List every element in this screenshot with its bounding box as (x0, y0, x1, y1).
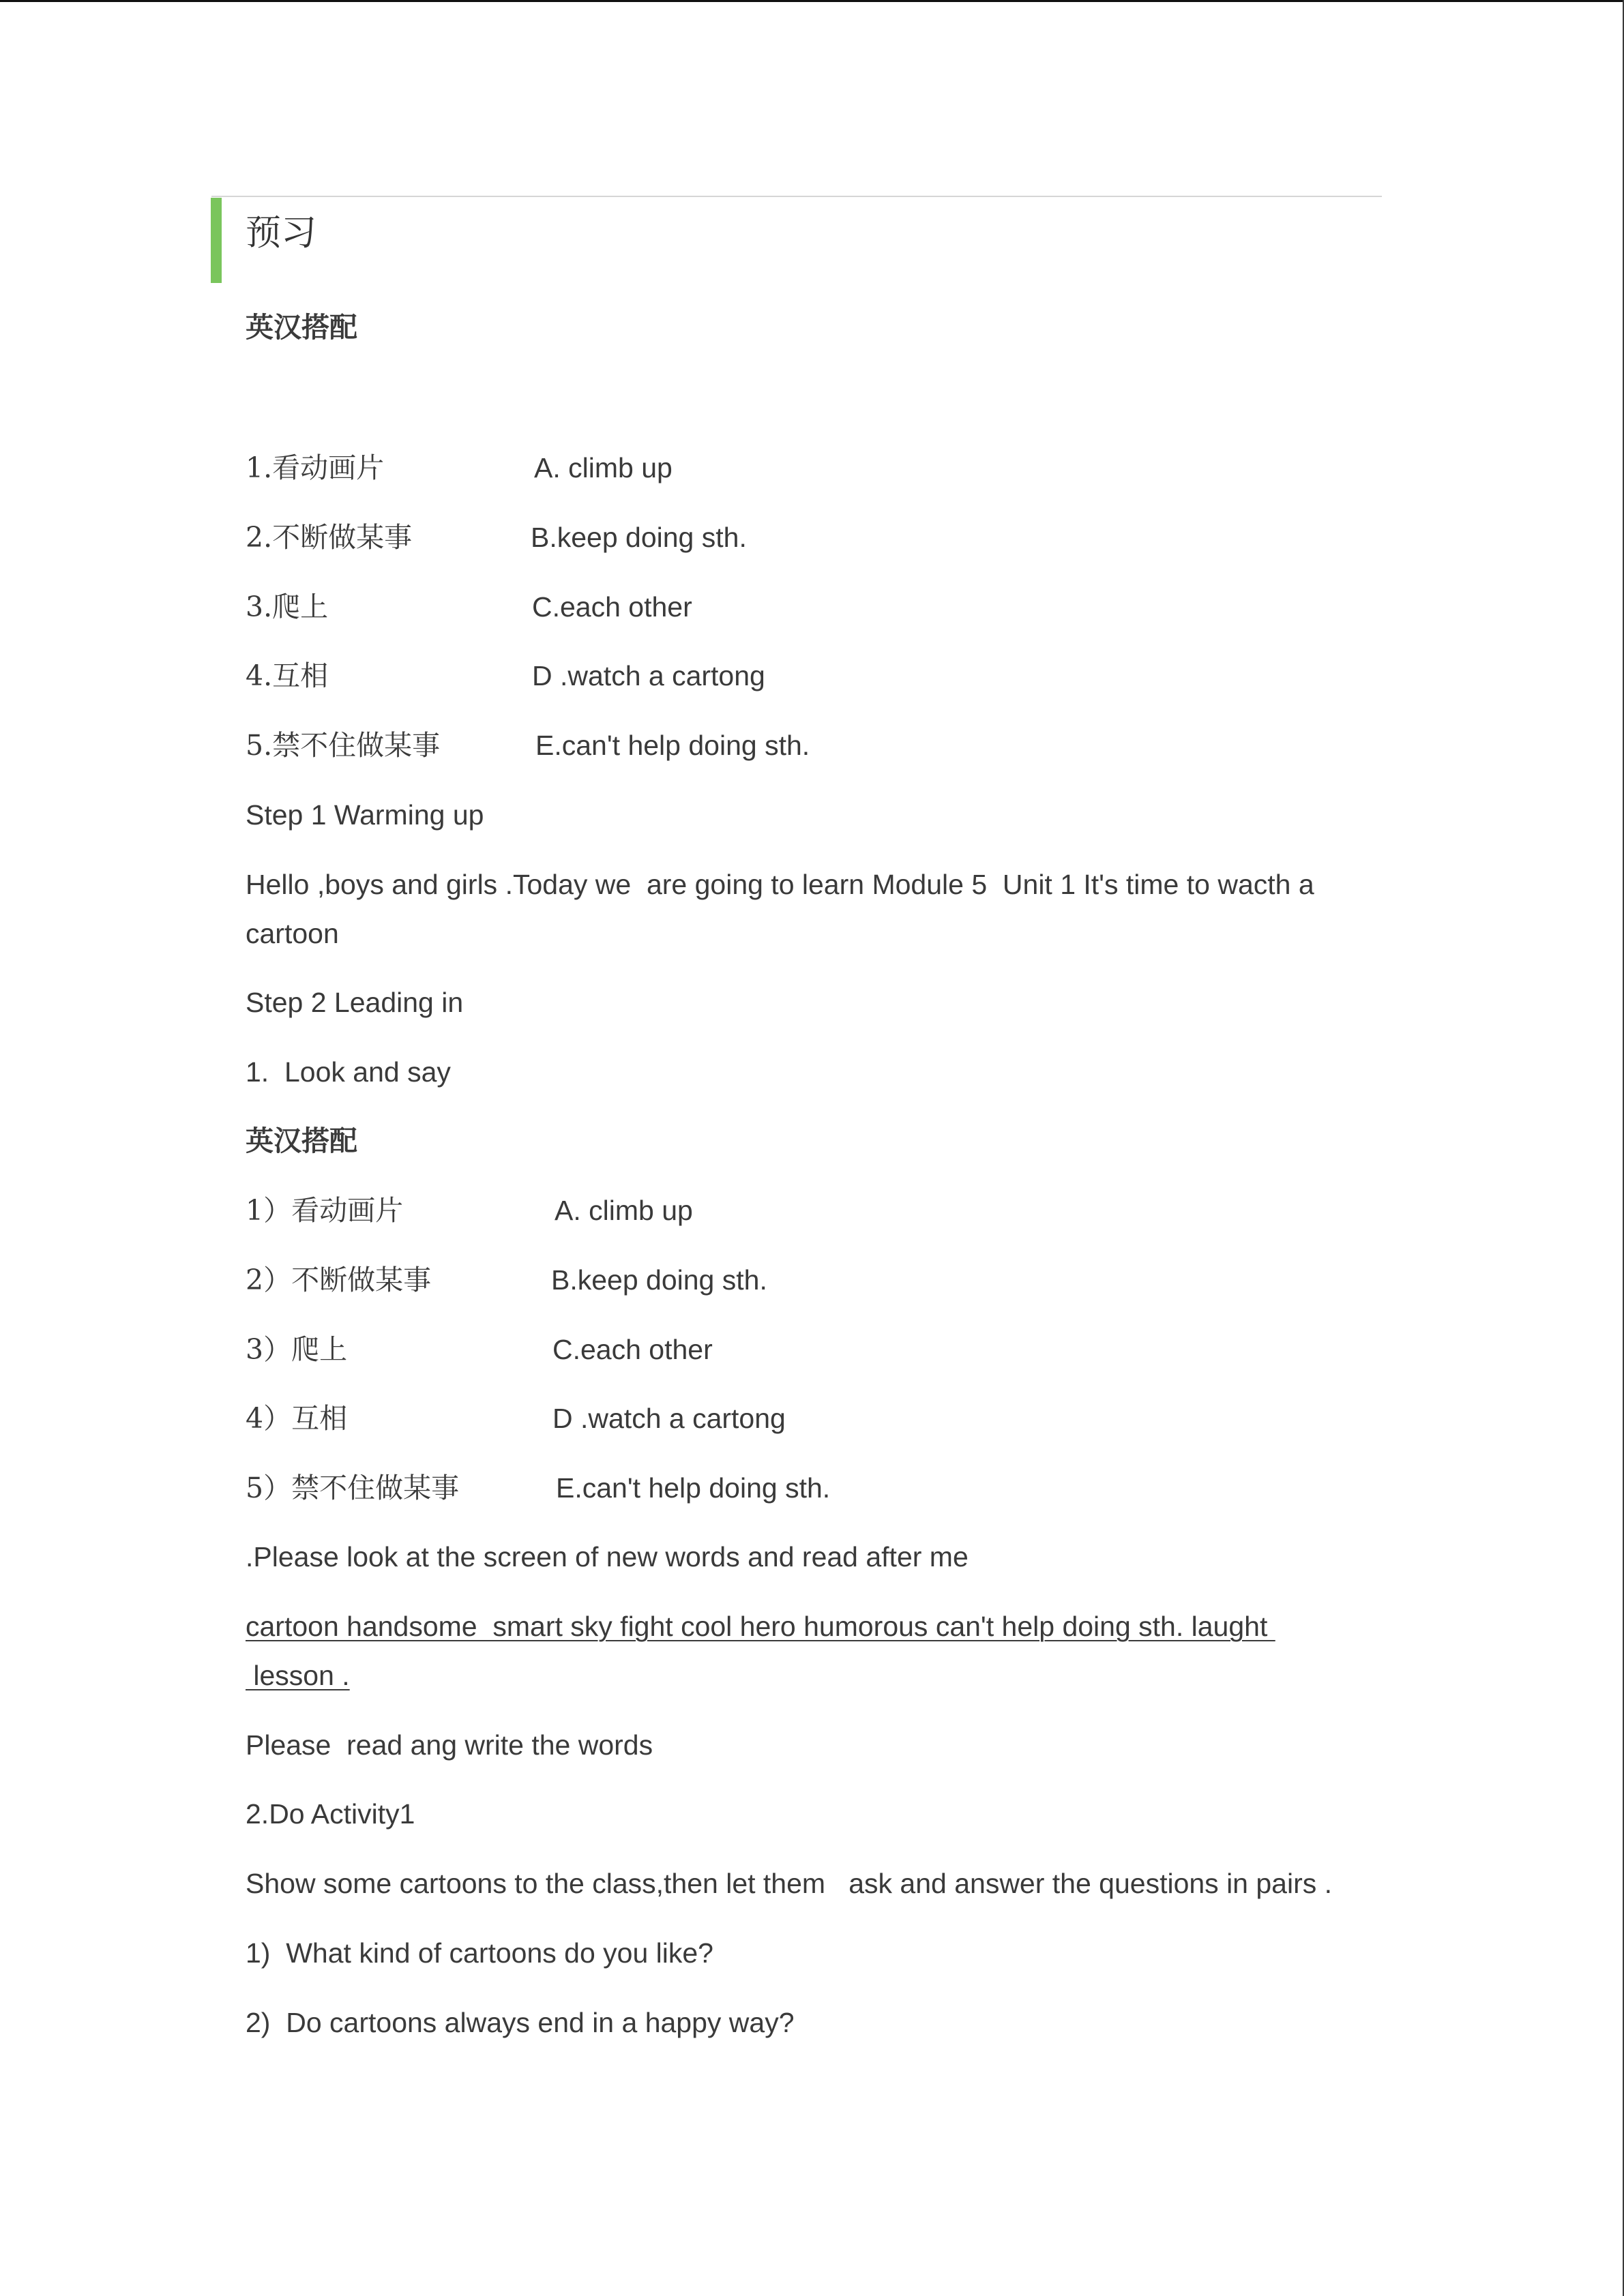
match-item-right: B.keep doing sth. (531, 522, 747, 553)
word-list-line: lesson . (246, 1660, 350, 1691)
activity-heading: 2.Do Activity1 (246, 1798, 415, 1830)
question-item: 1) What kind of cartoons do you like? (246, 1937, 713, 1969)
section-accent-bar (211, 198, 222, 283)
match-item-left: 4）互相 (246, 1402, 348, 1435)
match-item-left: 2.不断做某事 (246, 521, 413, 554)
match-item-right: B.keep doing sth. (551, 1264, 767, 1296)
match-item-right: A. climb up (555, 1195, 693, 1226)
instruction-line: .Please look at the screen of new words and read after me (246, 1541, 969, 1572)
match-item-left: 3）爬上 (246, 1333, 348, 1366)
match-item-left: 5）禁不住做某事 (246, 1472, 460, 1504)
instruction-line: Please read ang write the words (246, 1729, 653, 1761)
section-divider (211, 196, 1382, 197)
match-item-right: A. climb up (534, 452, 673, 483)
intro-paragraph-line: cartoon (246, 918, 339, 949)
match-item-right: C.each other (532, 591, 692, 623)
look-and-say: 1. Look and say (246, 1056, 451, 1088)
intro-paragraph-line: Hello ,boys and girls .Today we are going to learn Module 5 Unit 1 It's time to wacth a (246, 869, 1314, 900)
activity-paragraph: Show some cartoons to the class,then let them ask and answer the questions in pairs . (246, 1868, 1333, 1899)
match-item-left: 1）看动画片 (246, 1194, 404, 1227)
match-item-left: 5.禁不住做某事 (246, 729, 441, 762)
match-item-left: 4.互相 (246, 659, 329, 692)
match-heading: 英汉搭配 (246, 1124, 357, 1157)
page-top-border (0, 0, 1624, 2)
section-title: 预习 (246, 213, 317, 254)
step-heading: Step 2 Leading in (246, 987, 464, 1018)
match-item-right: E.can't help doing sth. (535, 730, 810, 761)
match-heading: 英汉搭配 (246, 311, 357, 344)
word-list-line: cartoon handsome smart sky fight cool hero humorous can't help doing sth. laught (246, 1611, 1275, 1642)
match-item-left: 1.看动画片 (246, 451, 385, 484)
match-item-left: 2）不断做某事 (246, 1264, 432, 1296)
match-item-right: D .watch a cartong (532, 660, 765, 691)
match-item-right: E.can't help doing sth. (556, 1472, 831, 1504)
match-item-left: 3.爬上 (246, 591, 329, 623)
question-item: 2) Do cartoons always end in a happy way? (246, 2007, 795, 2038)
match-item-right: D .watch a cartong (552, 1403, 786, 1434)
match-item-right: C.each other (552, 1334, 713, 1365)
step-heading: Step 1 Warming up (246, 799, 484, 831)
